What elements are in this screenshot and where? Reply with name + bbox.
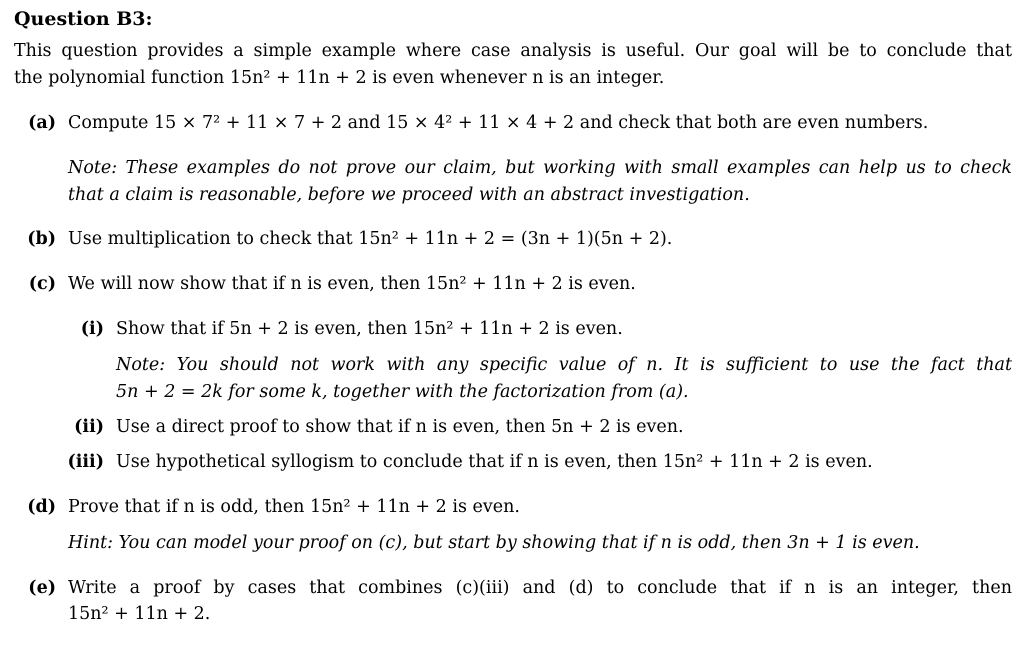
part-e-label: (e) [28, 578, 56, 598]
part-c-ii-label: (ii) [74, 417, 104, 437]
intro-line-1: This question provides a simple example where case analysis is useful. Our goal will be to conclude that [14, 41, 1012, 61]
part-b-text: Use multiplication to check that 15n² + 11n + 2 = (3n + 1)(5n + 2). [68, 229, 673, 249]
part-a-text: Compute 15 × 7² + 11 × 7 + 2 and 15 × 4² + 11 × 4 + 2 and check that both are even numbers. [68, 113, 929, 133]
part-c-text: We will now show that if n is even, then 15n² + 11n + 2 is even. [68, 274, 636, 294]
part-a-note-line-1: Note: These examples do not prove our claim, but working with small examples can help us to check [68, 158, 1012, 178]
part-a-note-line-2: that a claim is reasonable, before we proceed with an abstract investigation. [68, 185, 750, 205]
part-c-i-note-line-2: 5n + 2 = 2k for some k, together with the factorization from (a). [116, 382, 689, 402]
part-d-label: (d) [27, 497, 56, 517]
part-d-text: Prove that if n is odd, then 15n² + 11n + 2 is even. [68, 497, 520, 517]
part-c-ii-text: Use a direct proof to show that if n is even, then 5n + 2 is even. [116, 417, 684, 437]
part-c-i-label: (i) [80, 319, 104, 339]
part-e-line-2: 15n² + 11n + 2. [68, 604, 211, 624]
intro-line-2: the polynomial function 15n² + 11n + 2 is even whenever n is an integer. [14, 68, 665, 88]
part-c-i-note-line-1: Note: You should not work with any specific value of n. It is sufficient to use the fact that [116, 355, 1012, 375]
question-title: Question B3: [14, 8, 153, 30]
part-c-iii-label: (iii) [67, 452, 104, 472]
part-b-label: (b) [27, 229, 56, 249]
part-d-hint: Hint: You can model your proof on (c), but start by showing that if n is odd, then 3n + 1 is even. [68, 533, 920, 553]
part-c-i-text: Show that if 5n + 2 is even, then 15n² + 11n + 2 is even. [116, 319, 623, 339]
part-c-iii-text: Use hypothetical syllogism to conclude that if n is even, then 15n² + 11n + 2 is even. [116, 452, 873, 472]
part-c-label: (c) [28, 274, 56, 294]
part-e-line-1: Write a proof by cases that combines (c)(iii) and (d) to conclude that if n is an integer, then [68, 578, 1012, 598]
part-a-label: (a) [28, 113, 56, 133]
